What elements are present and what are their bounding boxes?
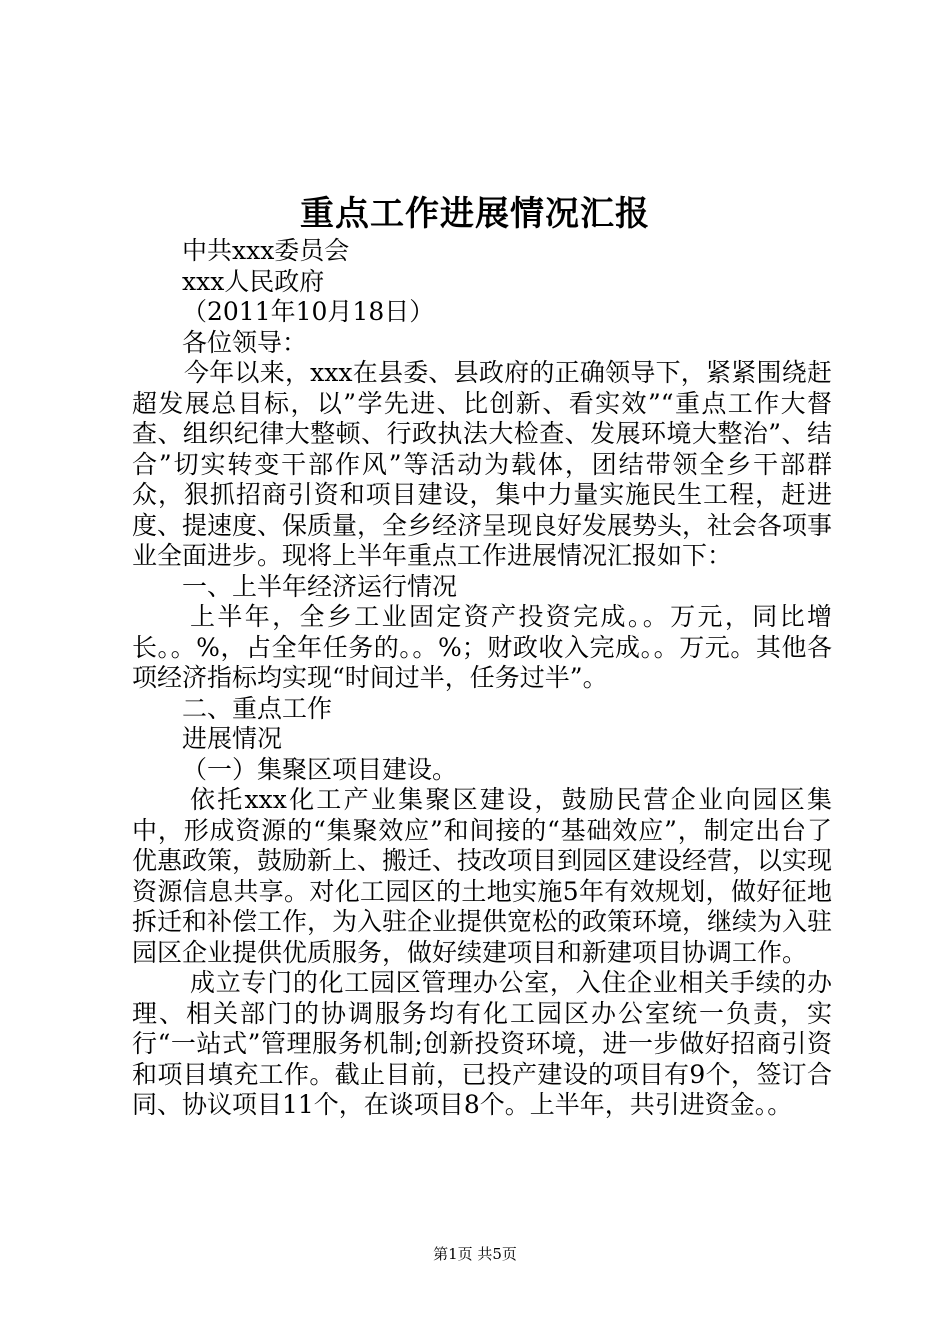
intro-paragraph: 今年以来，xxx在县委、县政府的正确领导下，紧紧围绕赶超发展总目标，以”学先进、比创新、看实效”“重点工作大督查、组织纪律大整顿、行政执法大检查、发展环境大整治”、结合”切实转变干部作风”等活动为载体，团结带领全乡干部群众，狠抓招商引资和项目建设，集中力量实施民生工程，赶进度、提速度、保质量，全乡经济呈现良好发展势头，社会各项事业全面进步。现将上半年重点工作进展情况汇报如下： [132,358,833,570]
section-1-paragraph: 上半年，全乡工业固定资产投资完成。。万元，同比增长。。%，占全年任务的。。%；财政收入完成。。万元。其他各项经济指标均实现“时间过半，任务过半”。 [132,602,832,692]
subsection-1-paragraph-1: 依托xxx化工产业集聚区建设，鼓励民营企业向园区集中，形成资源的“集聚效应”和间接的“基础效应”，制定出台了优惠政策，鼓励新上、搬迁、技改项目到园区建设经营，以实现资源信息共享。对化工园区的土地实施5年有效规划，做好征地拆迁和补偿工作，为入驻企业提供宽松的政策环境，继续为入驻园区企业提供优质服务，做好续建项目和新建项目协调工作。 [132,785,833,967]
issuing-organization-government: xxx人民政府 [182,266,325,296]
section-1-heading: 一、上半年经济运行情况 [182,571,458,601]
subsection-1-paragraph-2: 成立专门的化工园区管理办公室，入住企业相关手续的办理、相关部门的协调服务均有化工园区办公室统一负责，实行“一站式”管理服务机制;创新投资环境，进一步做好招商引资和项目填充工作。截止目前，已投产建设的项目有9个，签订合同、协议项目11个，在谈项目8个。上半年，共引进资金。。 [132,968,832,1119]
section-2-subheading: 进展情况 [182,724,283,753]
section-2-heading: 二、重点工作 [182,693,333,723]
document-title: 重点工作进展情况汇报 [300,194,650,234]
salutation: 各位领导： [182,327,308,357]
page-footer: 第1页 共5页 [433,1245,517,1263]
subsection-1-heading: （一）集聚区项目建设。 [182,754,458,784]
document-body [132,236,832,1121]
document-date: （2011年10月18日） [182,297,435,326]
issuing-organization-party: 中共xxx委员会 [182,236,350,265]
